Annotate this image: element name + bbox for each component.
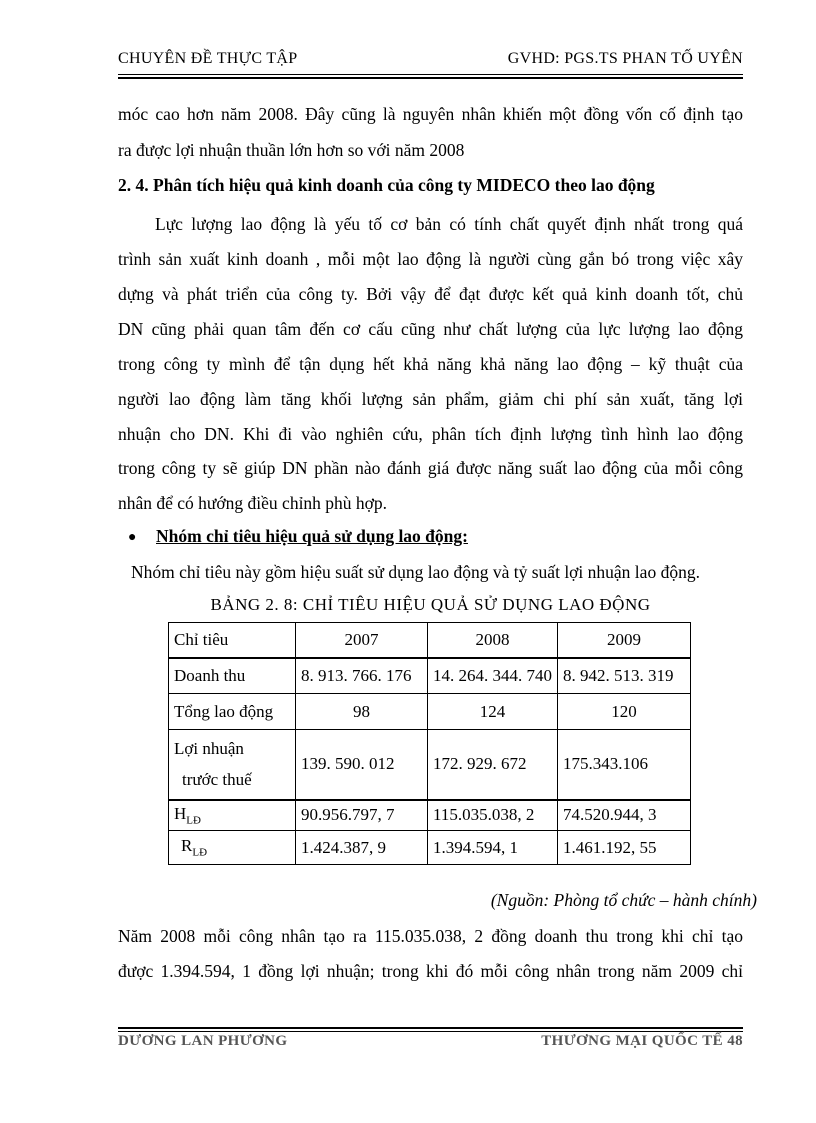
table-cell: 124 (428, 694, 558, 730)
paragraph-line: móc cao hơn năm 2008. Đây cũng là nguyên nhân khiến một đồng vốn cố định tạo (118, 104, 743, 124)
row-label-line: trước thuế (182, 770, 252, 790)
table-row (169, 831, 691, 865)
footer-rule (118, 1031, 743, 1032)
footer-right: THƯƠNG MẠI QUỐC TẾ 48 (541, 1033, 743, 1049)
row-label-subscript: LĐ (186, 814, 201, 827)
table-cell: 8. 942. 513. 319 (558, 658, 691, 694)
table-cell: 139. 590. 012 (296, 730, 428, 800)
footer-left: DƯƠNG LAN PHƯƠNG (118, 1033, 288, 1049)
row-label-line: Lợi nhuận (174, 739, 244, 759)
row-label: Doanh thu (169, 658, 296, 694)
table-cell: 14. 264. 344. 740 (428, 658, 558, 694)
row-label-main: R (181, 836, 193, 856)
row-label-main: H (174, 804, 187, 824)
row-label: Tổng lao động (169, 694, 296, 730)
header-cell: 2007 (296, 623, 428, 658)
paragraph-line: DN cũng phải quan tâm đến cơ cấu cũng như chất lượng của lực lượng lao động (118, 319, 743, 339)
paragraph-line: được 1.394.594, 1 đồng lợi nhuận; trong khi đó mỗi công nhân trong năm 2009 chỉ (118, 961, 743, 981)
data-table (168, 622, 691, 865)
table-cell: 1.461.192, 55 (558, 831, 691, 865)
table-cell: 120 (558, 694, 691, 730)
paragraph-line: ra được lợi nhuận thuần lớn hơn so với năm 2008 (118, 140, 465, 160)
row-label (169, 831, 296, 865)
table-cell: 115.035.038, 2 (428, 800, 558, 831)
header-cell: Chỉ tiêu (169, 623, 296, 658)
table-title: BẢNG 2. 8: CHỈ TIÊU HIỆU QUẢ SỬ DỤNG LAO ĐỘNG (210, 595, 651, 614)
header-rule-thick (118, 77, 743, 79)
row-label (169, 730, 296, 800)
paragraph-line: nhuận cho DN. Khi đi vào nghiên cứu, phân tích định lượng tình hình lao động (118, 424, 743, 444)
header-cell: 2008 (428, 623, 558, 658)
table-cell: 1.424.387, 9 (296, 831, 428, 865)
paragraph-line: trong công ty mình để tận dụng hết khả năng khả năng lao động – kỹ thuật của (118, 354, 743, 374)
row-label (169, 800, 296, 831)
table-row (169, 694, 691, 730)
paragraph-line: dựng và phát triển của công ty. Bởi vậy để đạt được kết quả kinh doanh tốt, chủ (118, 284, 743, 304)
paragraph-line: Lực lượng lao động là yếu tố cơ bản có tính chất quyết định nhất trong quá (155, 214, 743, 234)
bullet-description: Nhóm chỉ tiêu này gồm hiệu suất sử dụng lao động và tỷ suất lợi nhuận lao động. (131, 562, 700, 582)
paragraph-line: trong công ty sẽ giúp DN phần nào đánh giá được năng suất lao động của mỗi công (118, 458, 743, 478)
table-cell: 90.956.797, 7 (296, 800, 428, 831)
footer-rule-thick (118, 1027, 743, 1029)
section-heading: 2. 4. Phân tích hiệu quả kinh doanh của công ty MIDECO theo lao động (118, 175, 655, 195)
paragraph-line: người lao động làm tăng khối lượng sản phẩm, giảm chi phí sản xuất, tăng lợi (118, 389, 743, 409)
table-row (169, 658, 691, 694)
page-footer (118, 1033, 743, 1050)
table-cell: 1.394.594, 1 (428, 831, 558, 865)
header-right: GVHD: PGS.TS PHAN TỐ UYÊN (507, 50, 743, 67)
table-cell: 98 (296, 694, 428, 730)
paragraph-line: Năm 2008 mỗi công nhân tạo ra 115.035.038, 2 đồng doanh thu trong khi chỉ tạo (118, 926, 743, 946)
bullet-icon: ● (128, 530, 137, 545)
header-cell: 2009 (558, 623, 691, 658)
table-header-row (169, 623, 691, 658)
table-source: (Nguồn: Phòng tổ chức – hành chính) (490, 890, 757, 910)
bullet-title: Nhóm chỉ tiêu hiệu quả sử dụng lao động: (156, 526, 468, 546)
paragraph-line: nhân để có hướng điều chỉnh phù hợp. (118, 493, 388, 513)
row-label-subscript: LĐ (192, 846, 208, 859)
table-cell: 8. 913. 766. 176 (296, 658, 428, 694)
page-header (118, 50, 743, 68)
table-cell: 172. 929. 672 (428, 730, 558, 800)
paragraph-line: trình sản xuất kinh doanh , mỗi một lao động là người cùng gắn bó trong việc xây (118, 249, 743, 269)
table-row (169, 800, 691, 831)
table-cell: 175.343.106 (558, 730, 691, 800)
header-left: CHUYÊN ĐỀ THỰC TẬP (118, 50, 298, 67)
table-cell: 74.520.944, 3 (558, 800, 691, 831)
header-rule (118, 74, 743, 75)
table-row (169, 730, 691, 800)
